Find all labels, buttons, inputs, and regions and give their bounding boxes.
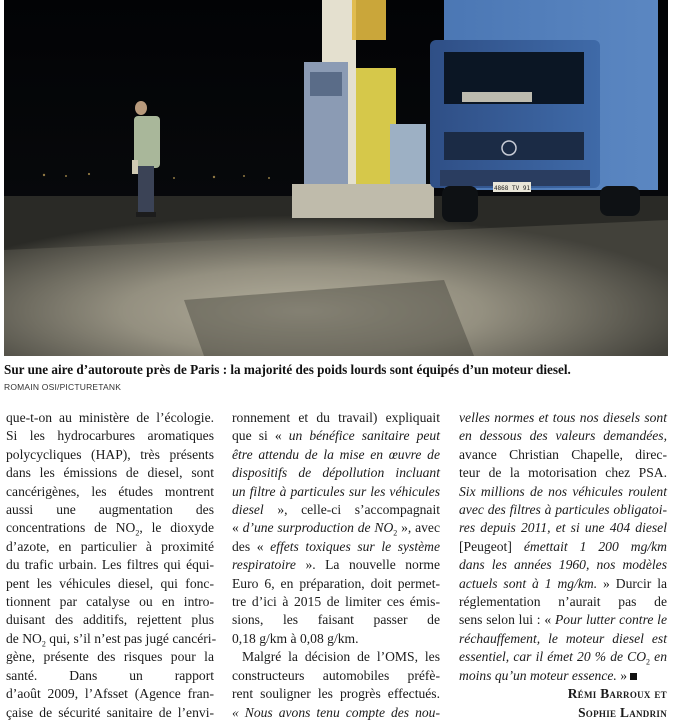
text-line: sens selon lui : « Pour lutter contre le <box>459 612 667 628</box>
text-line: être attendu de la mise en œuvre de <box>232 446 440 462</box>
text-line: réchauffement, le moteur diesel est <box>459 630 667 646</box>
text-line: avec des filtres à particules obligatoi- <box>459 502 667 518</box>
truck-wheel <box>442 186 478 222</box>
text-line: dans les années 1960, nos modèles <box>459 557 667 573</box>
text-line: du trafic urbain. Les filtres qui équi- <box>6 557 214 573</box>
author-signature: Sophie Landrin <box>578 704 667 720</box>
text-line: diesel », celle-ci s’accompagnait <box>232 502 440 518</box>
text-line: que si « un bénéfice sanitaire peut <box>232 428 440 444</box>
text-line: velles normes et tous nos diesels sont <box>459 410 667 425</box>
article-column-2 <box>232 409 440 722</box>
text-line: Six millions de nos véhicules roulent <box>459 483 667 499</box>
text-line: que-t-on au ministère de l’écologie. <box>6 410 214 425</box>
text-line: en dessous des valeurs demandées, <box>459 428 667 444</box>
text-line: un filtre à particules sur les véhicules <box>232 483 440 499</box>
text-line: essentiel, car il émet 20 % de $CO_2$ en <box>459 649 668 667</box>
article-photo <box>4 0 668 356</box>
truck <box>430 0 658 222</box>
text-line: d’azote, en particulier à proximité <box>6 538 214 554</box>
text-line: Malgré la décision de l’OMS, les <box>242 649 440 665</box>
pump-cabinet <box>390 124 426 184</box>
text-line: gène, présente des risques pour la <box>6 649 214 665</box>
text-line: [Peugeot] émettait 1 200 mg/km <box>459 538 668 554</box>
text-line: moins qu’un moteur essence. » <box>459 667 667 685</box>
text-line: polycycliques (HAP), très présents <box>6 446 214 462</box>
plate-text: 4868 TV 91 <box>493 185 531 192</box>
text-line: Euro 6, en préparation, doit permet- <box>232 575 440 591</box>
end-mark-icon <box>630 673 637 680</box>
text-line: des « effets toxiques sur le système <box>232 538 441 554</box>
photo-credit: ROMAIN OSI/PICTURETANK <box>4 382 122 392</box>
text-line: teur de la motorisation chez PSA. <box>459 465 667 481</box>
photo-illustration <box>4 0 668 356</box>
text-line: çaise de sécurité sanitaire de l’envi- <box>6 704 214 720</box>
text-line: res depuis 2011, et si une 404 diesel <box>459 520 667 536</box>
text-line: respiratoire ». La nouvelle norme <box>232 557 440 573</box>
text-line: aussi une augmentation des <box>6 502 214 518</box>
text-line: cancérigènes, les études montrent <box>6 483 214 499</box>
text-line: dans les émissions de diesel, sont <box>6 465 214 481</box>
text-line: duisant des additifs, rejettent plus <box>6 612 214 628</box>
canopy-sign <box>352 0 386 40</box>
text-line: pent les véhicules diesel, qui fonc- <box>6 575 214 591</box>
text-line: de $NO_2$ qui, s’il n’est pas jugé cancéri- <box>6 630 217 649</box>
text-line: réglementation n’aurait pas de <box>459 594 667 610</box>
truck-grille <box>444 132 584 160</box>
text-line: actuels sont à 1 mg/km. » Durcir la <box>459 575 667 591</box>
text-line: « d’une surproduction de $NO_2$ », avec <box>232 520 441 539</box>
text-line: constructeurs automobiles préfè- <box>232 667 440 683</box>
photo-caption: Sur une aire d’autoroute près de Paris : la majorité des poids lourds sont équipés d’un moteur diesel. <box>4 362 571 377</box>
text-line: d’août 2009, l’Afsset (Agence fran- <box>6 686 214 702</box>
text-line: dispositifs de dépollution incluant <box>232 465 440 481</box>
text-line: ronnement et du travail) expliquait <box>232 410 440 425</box>
article-column-1 <box>6 409 217 722</box>
text-line: sions, les faisant passer de <box>232 612 440 628</box>
pump-island <box>292 184 434 218</box>
article-column-3 <box>459 409 667 722</box>
text-line: tre d’ici à 2015 de limiter ces émis- <box>232 594 440 610</box>
text-line: 0,18 g/km à 0,08 g/km. <box>232 630 359 646</box>
author-signature: Rémi Barroux et <box>567 686 667 702</box>
text-line: Si les hydrocarbures aromatiques <box>6 428 214 444</box>
text-line: santé. Dans un rapport <box>6 667 214 683</box>
text-line: « Nous avons tenu compte des nou- <box>232 704 440 720</box>
text-line: concentrations de $NO_2$, le dioxyde <box>6 520 214 539</box>
text-line: rent souligner les progrès effectués. <box>232 686 440 702</box>
text-line: avance Christian Chapelle, direc- <box>459 446 667 462</box>
text-line: tionnent par catalyse ou en intro- <box>6 594 214 610</box>
